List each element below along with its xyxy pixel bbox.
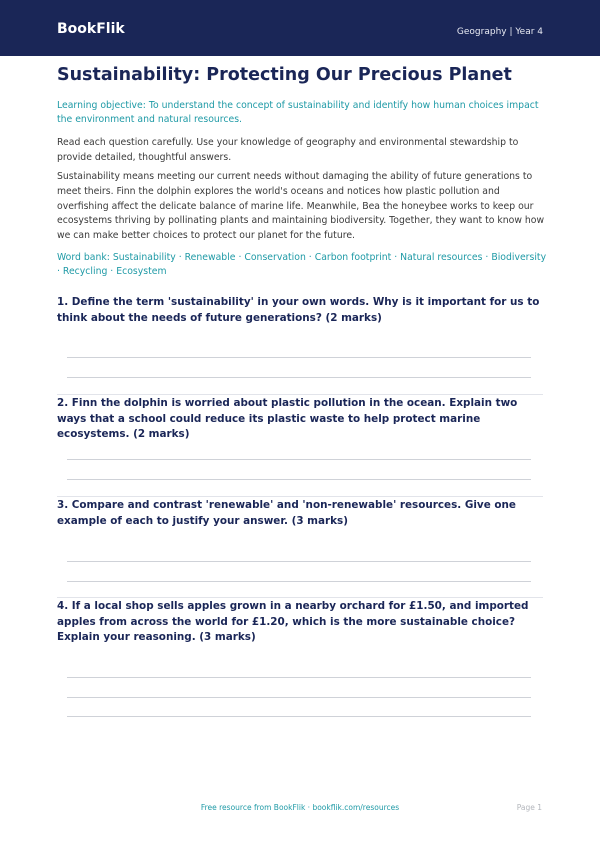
question-4: 4. If a local shop sells apples grown in a nearby orchard for £1.50, and imported apples from across the world for £1.20, which is the more sustainable choice? Explain your reasoning. (3 marks) bbox=[57, 600, 529, 643]
answer-line[interactable] bbox=[67, 357, 531, 358]
question-divider bbox=[57, 496, 543, 497]
answer-line[interactable] bbox=[67, 697, 531, 698]
footer-link[interactable]: Free resource from BookFlik · bookflik.com/resources bbox=[200, 803, 400, 812]
answer-line[interactable] bbox=[67, 677, 531, 678]
question-3: 3. Compare and contrast 'renewable' and 'non-renewable' resources. Give one example of each to justify your answer. (3 marks) bbox=[57, 499, 516, 527]
answer-line[interactable] bbox=[67, 377, 531, 378]
question-1: 1. Define the term 'sustainability' in your own words. Why is it important for us to think about the needs of future generations? (2 marks) bbox=[57, 296, 540, 324]
question-divider bbox=[57, 394, 543, 395]
question-divider bbox=[57, 597, 543, 598]
instructions-text: Read each question carefully. Use your knowledge of geography and environmental stewardship to provide detailed, thoughtful answers. bbox=[57, 137, 519, 163]
answer-line[interactable] bbox=[67, 716, 531, 717]
answer-line[interactable] bbox=[67, 479, 531, 480]
brand-logo[interactable]: BookFlik bbox=[57, 21, 125, 37]
header-bar bbox=[0, 0, 600, 56]
word-bank: Word bank: Sustainability · Renewable · Conservation · Carbon footprint · Natural resources · Biodiversity · Recycling · Ecosystem bbox=[57, 252, 547, 277]
learning-objective: Learning objective: To understand the concept of sustainability and identify how human choices impact the environment and natural resources. bbox=[57, 100, 539, 125]
answer-line[interactable] bbox=[67, 561, 531, 562]
subject-label: Geography | Year 4 bbox=[456, 27, 543, 37]
intro-text: Sustainability means meeting our current needs without damaging the ability of future generations to meet theirs. Finn the dolphin explores the world's oceans and notices how plastic pollution and overfishing affect the delicate balance of marine life. Meanwhile, Bea the honeybee works to keep our ecosystems thriving by pollinating plants and maintaining biodiversity. Together, they want to know how we can make better choices to protect our planet for the future. bbox=[57, 171, 545, 242]
answer-line[interactable] bbox=[67, 581, 531, 582]
question-2: 2. Finn the dolphin is worried about plastic pollution in the ocean. Explain two ways that a school could reduce its plastic waste to help protect marine ecosystems. (2 marks) bbox=[57, 397, 518, 440]
answer-line[interactable] bbox=[67, 459, 531, 460]
page-title: Sustainability: Protecting Our Precious Planet bbox=[57, 65, 512, 85]
page-number: Page 1 bbox=[516, 803, 542, 812]
